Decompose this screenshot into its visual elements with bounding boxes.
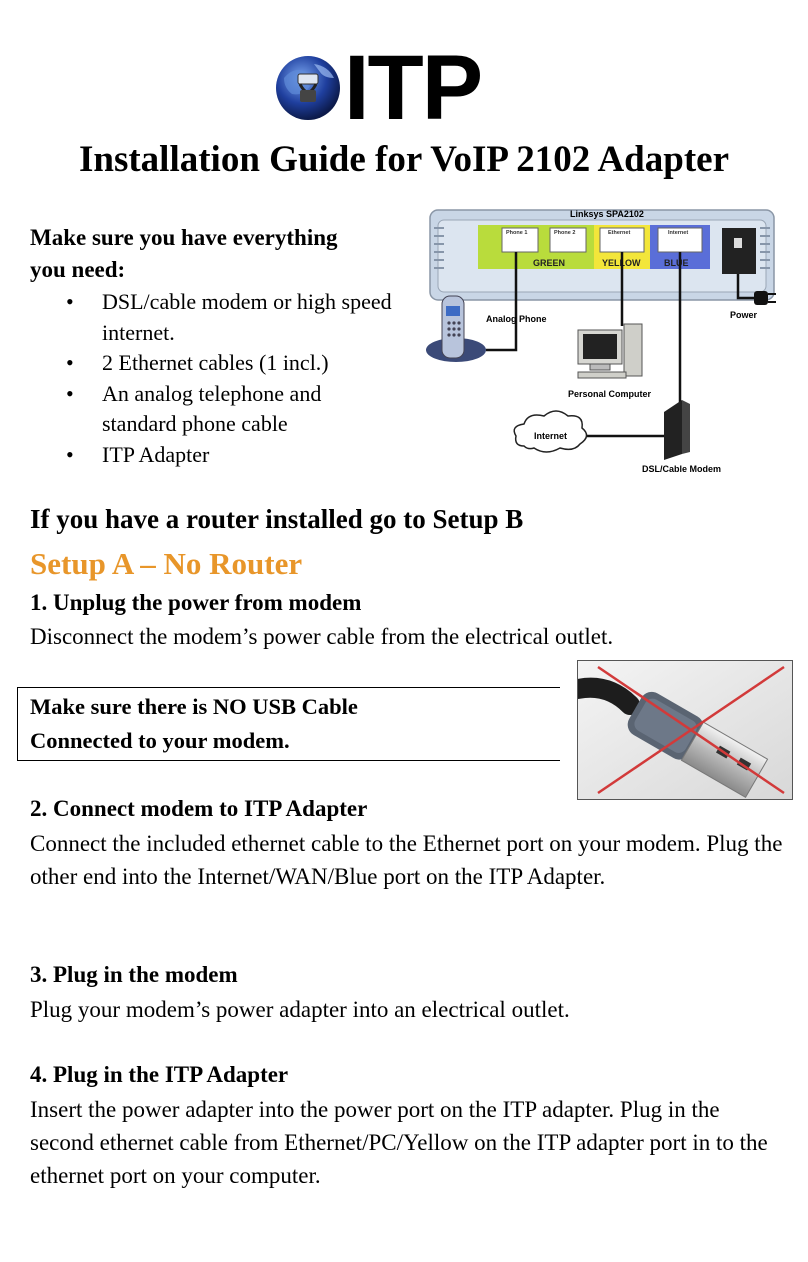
internet-label: Internet (534, 431, 568, 441)
device-label: Linksys SPA2102 (570, 209, 644, 219)
step-1-heading: 1. Unplug the power from modem (30, 590, 362, 615)
port-label-phone1: Phone 1 (506, 230, 528, 236)
power-plug-icon (754, 291, 776, 305)
usb-warning (30, 690, 450, 758)
router-note: If you have a router installed go to Setup B (30, 504, 524, 534)
requirements-heading-line2: you need: (30, 257, 126, 282)
port-label-internet: Internet (668, 230, 689, 236)
requirements-list (30, 287, 400, 470)
port-label-ethernet: Ethernet (608, 230, 631, 236)
analog-phone-label-text: Analog Phone (486, 314, 547, 324)
pc-label: Personal Computer (568, 389, 652, 399)
step-4-body: Insert the power adapter into the power port on the ITP adapter. Plug in the second ethernet cable from Ethernet/PC/Yellow on the ITP adapter port in to the ethernet port on your computer. (30, 1097, 768, 1188)
page-title: Installation Guide for VoIP 2102 Adapter (78, 139, 729, 180)
step-2-heading: 2. Connect modem to ITP Adapter (30, 796, 368, 821)
modem-label: DSL/Cable Modem (642, 464, 722, 474)
port-label-phone2: Phone 2 (554, 230, 576, 236)
step-2-body: Connect the included ethernet cable to the Ethernet port on your modem. Plug the other end into the Internet/WAN/Blue port on the ITP Adapter. (30, 831, 783, 889)
setup-a-title: Setup A – No Router (30, 546, 303, 581)
color-label-blue: BLUE (664, 258, 689, 268)
step-1-body: Disconnect the modem’s power cable from the electrical outlet. (30, 624, 614, 649)
list-item: • ITP Adapter (30, 440, 400, 471)
requirements-heading-line1: Make sure you have everything (30, 225, 338, 250)
telephone-icon (426, 296, 486, 362)
power-label: Power (730, 310, 758, 320)
color-label-green: GREEN (533, 258, 566, 268)
itp-logo (270, 37, 530, 139)
usb-warning-line1: Make sure there is NO USB Cable (30, 694, 358, 719)
step-3-body: Plug your modem’s power adapter into an electrical outlet. (30, 997, 570, 1022)
step-3-heading: 3. Plug in the modem (30, 962, 238, 987)
usb-warning-line2: Connected to your modem. (30, 728, 290, 753)
list-item: • 2 Ethernet cables (1 incl.) (30, 348, 400, 379)
list-item: • An analog telephone and standard phone cable (30, 379, 400, 440)
color-label-yellow: YELLOW (602, 258, 641, 268)
power-socket (722, 228, 756, 274)
list-item: • DSL/cable modem or high speed internet. (30, 287, 400, 348)
step-4-heading: 4. Plug in the ITP Adapter (30, 1062, 289, 1087)
computer-icon (578, 324, 642, 378)
connection-diagram (420, 198, 798, 480)
modem-icon (664, 400, 690, 460)
analog-phone-label (486, 314, 547, 324)
globe-icon (270, 48, 350, 126)
usb-cable-crossed-out-image (577, 660, 793, 800)
logo-text: ITP (344, 37, 482, 139)
requirements-heading (30, 222, 400, 286)
